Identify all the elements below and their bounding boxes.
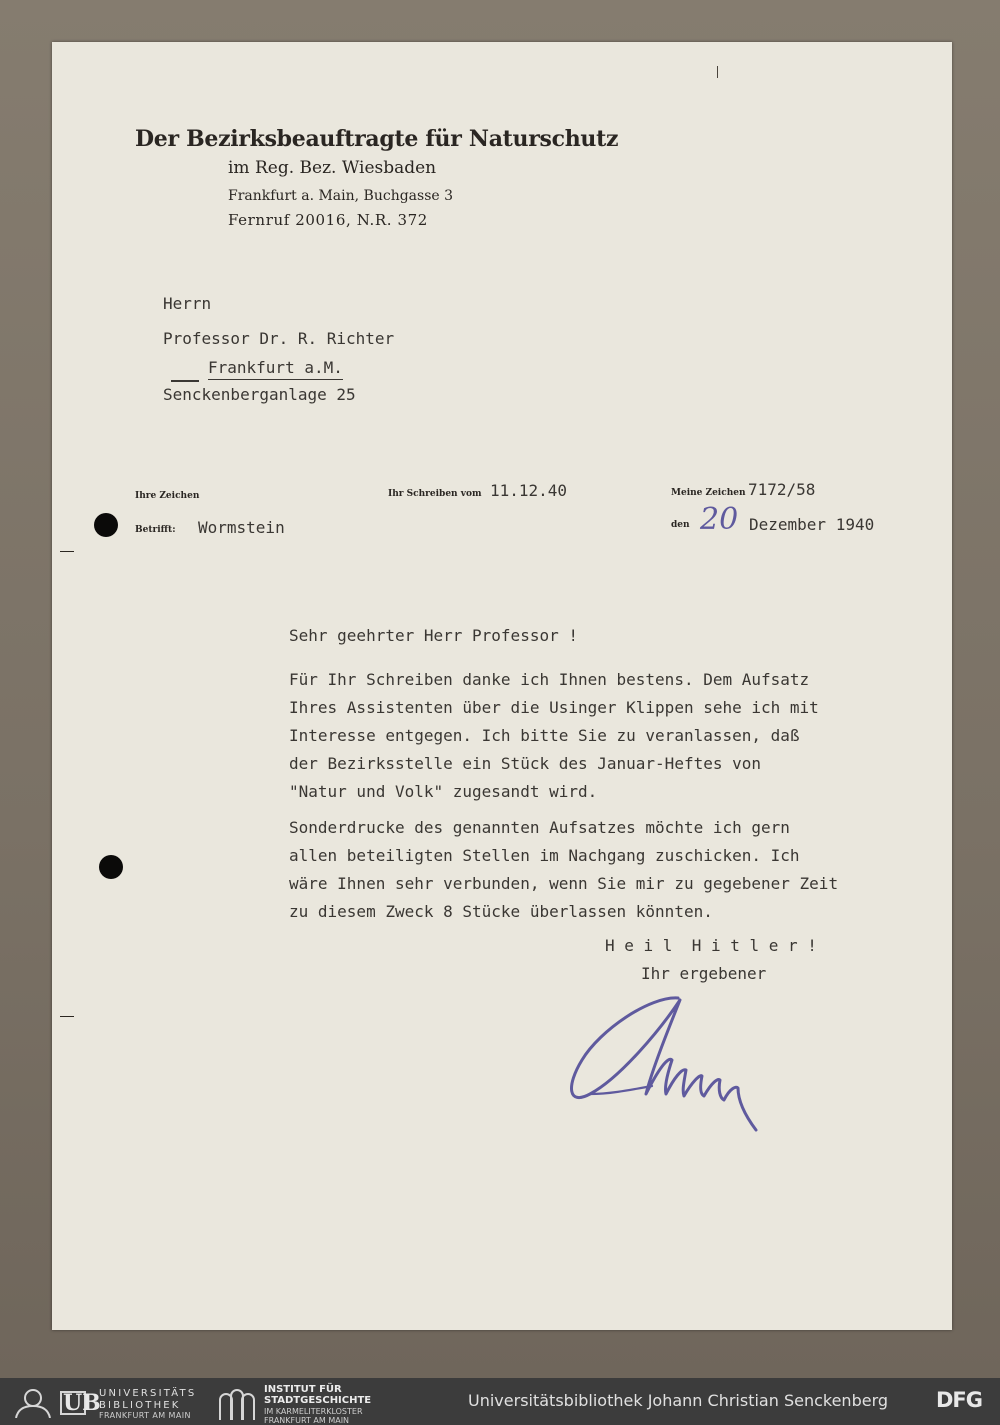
recipient-city: Frankfurt a.M. bbox=[208, 358, 343, 377]
dfg-logo: DFG bbox=[936, 1388, 983, 1412]
betrifft-label: Betrifft: bbox=[135, 525, 176, 535]
ub-logo-letters: UB bbox=[63, 1390, 101, 1416]
library-name: Universitätsbibliothek Johann Christian Senckenberg bbox=[468, 1391, 889, 1410]
paragraph-2-line-3: wäre Ihnen sehr verbunden, wenn Sie mir zu gegebener Zeit bbox=[289, 874, 839, 893]
paragraph-2-line-4: zu diesem Zweck 8 Stücke überlassen könnten. bbox=[289, 902, 713, 921]
letterhead-phone: Fernruf 20016, N.R. 372 bbox=[228, 211, 428, 229]
meine-zeichen-value: 7172/58 bbox=[748, 480, 816, 499]
fold-mark-top bbox=[60, 551, 74, 552]
letterhead-subtitle: im Reg. Bez. Wiesbaden bbox=[228, 158, 437, 178]
paragraph-1-line-3: Interesse entgegen. Ich bitte Sie zu veranlassen, daß bbox=[289, 726, 800, 745]
letter-greeting: Sehr geehrter Herr Professor ! bbox=[289, 626, 578, 645]
date-month-year: Dezember 1940 bbox=[749, 515, 875, 534]
archive-footer-bar bbox=[0, 1378, 1000, 1425]
margin-mark bbox=[717, 66, 718, 78]
paragraph-1-line-2: Ihres Assistenten über die Usinger Klippen sehe ich mit bbox=[289, 698, 819, 717]
paragraph-1-line-1: Für Ihr Schreiben danke ich Ihnen bestens. Dem Aufsatz bbox=[289, 670, 810, 689]
paragraph-1-line-4: der Bezirksstelle ein Stück des Januar-Heftes von bbox=[289, 754, 762, 773]
ub-portrait-icon bbox=[8, 1386, 58, 1418]
city-underline-lead bbox=[171, 380, 199, 382]
ifs-line-1: INSTITUT FÜR bbox=[264, 1384, 342, 1395]
letterhead-title: Der Bezirksbeauftragte für Naturschutz bbox=[135, 126, 619, 152]
punch-hole-bottom bbox=[99, 855, 123, 879]
ub-line-2: BIBLIOTHEK bbox=[99, 1400, 181, 1411]
paragraph-1-line-5: "Natur und Volk" zugesandt wird. bbox=[289, 782, 598, 801]
ihre-zeichen-label: Ihre Zeichen bbox=[135, 491, 200, 501]
letterhead-address: Frankfurt a. Main, Buchgasse 3 bbox=[228, 188, 454, 204]
date-den-label: den bbox=[671, 520, 690, 530]
ifs-line-2: STADTGESCHICHTE bbox=[264, 1395, 372, 1406]
ub-line-3: FRANKFURT AM MAIN bbox=[99, 1411, 191, 1420]
date-day-handwritten: 20 bbox=[700, 502, 739, 537]
punch-hole-top bbox=[94, 513, 118, 537]
paragraph-2-line-2: allen beteiligten Stellen im Nachgang zuschicken. Ich bbox=[289, 846, 800, 865]
closing-ergebener: Ihr ergebener bbox=[641, 964, 767, 983]
recipient-herrn: Herrn bbox=[163, 294, 212, 313]
recipient-name: Professor Dr. R. Richter bbox=[163, 329, 395, 348]
handwritten-signature bbox=[560, 990, 780, 1140]
meine-zeichen-label: Meine Zeichen bbox=[671, 488, 746, 498]
ifs-arches-icon bbox=[216, 1386, 258, 1420]
ifs-line-3: IM KARMELITERKLOSTER bbox=[264, 1407, 363, 1416]
paragraph-2-line-1: Sonderdrucke des genannten Aufsatzes möchte ich gern bbox=[289, 818, 790, 837]
fold-mark-bottom bbox=[60, 1016, 74, 1017]
ihr-schreiben-value: 11.12.40 bbox=[490, 481, 568, 500]
closing-heil: H e i l H i t l e r ! bbox=[605, 936, 817, 955]
recipient-street: Senckenberganlage 25 bbox=[163, 385, 356, 404]
ifs-line-4: FRANKFURT AM MAIN bbox=[264, 1416, 350, 1425]
ub-line-1: UNIVERSITÄTS bbox=[99, 1388, 197, 1399]
betrifft-value: Wormstein bbox=[198, 518, 285, 537]
ihr-schreiben-label: Ihr Schreiben vom bbox=[388, 489, 482, 499]
